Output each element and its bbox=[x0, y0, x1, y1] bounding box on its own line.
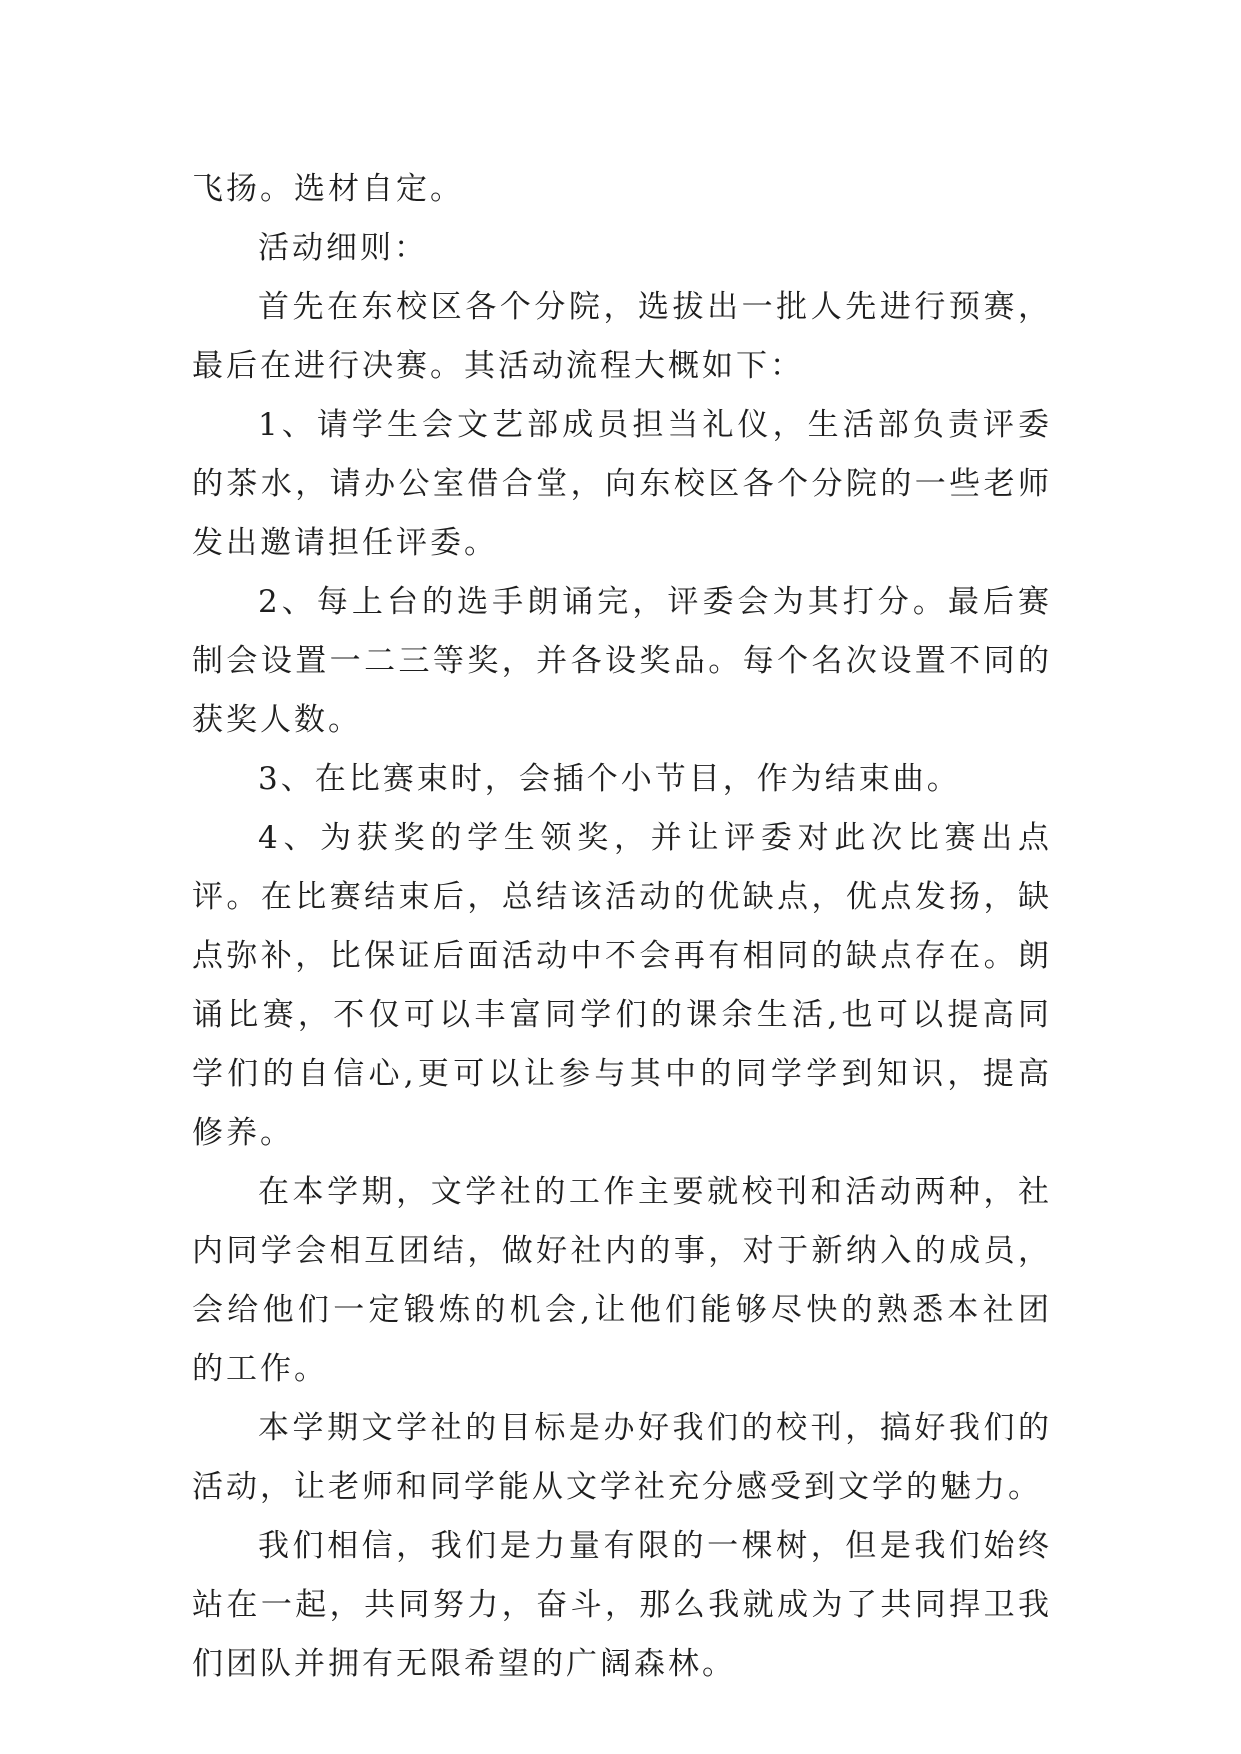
paragraph-2: 活动细则： bbox=[258, 230, 428, 266]
paragraph-9: 本学期文学社的目标是办好我们的校刊，搞好我们的活动，让老师和同学能从文学社充分感受到文学的魅力。 bbox=[192, 1410, 1052, 1505]
document-body bbox=[192, 160, 1052, 1694]
paragraph-7: 4、为获奖的学生领奖，并让评委对此次比赛出点评。在比赛结束后，总结该活动的优缺点，优点发扬，缺点弥补，比保证后面活动中不会再有相同的缺点存在。朗诵比赛，不仅可以丰富同学们的课余生活,也可以提高同学们的自信心,更可以让参与其中的同学学到知识，提高修养。 bbox=[192, 820, 1052, 1151]
paragraph-8: 在本学期，文学社的工作主要就校刊和活动两种，社内同学会相互团结，做好社内的事，对于新纳入的成员，会给他们一定锻炼的机会,让他们能够尽快的熟悉本社团的工作。 bbox=[192, 1174, 1052, 1387]
paragraph-6: 3、在比赛束时，会插个小节目，作为结束曲。 bbox=[258, 761, 961, 797]
paragraph-4: 1、请学生会文艺部成员担当礼仪，生活部负责评委的茶水，请办公室借合堂，向东校区各个分院的一些老师发出邀请担任评委。 bbox=[192, 407, 1052, 561]
paragraph-3: 首先在东校区各个分院，选拔出一批人先进行预赛，最后在进行决赛。其活动流程大概如下： bbox=[192, 289, 1052, 384]
paragraph-5: 2、每上台的选手朗诵完，评委会为其打分。最后赛制会设置一二三等奖，并各设奖品。每个名次设置不同的获奖人数。 bbox=[192, 584, 1052, 738]
paragraph-10: 我们相信，我们是力量有限的一棵树，但是我们始终站在一起，共同努力，奋斗，那么我就成为了共同捍卫我们团队并拥有无限希望的广阔森林。 bbox=[192, 1528, 1052, 1682]
paragraph-1: 飞扬。选材自定。 bbox=[192, 171, 464, 207]
